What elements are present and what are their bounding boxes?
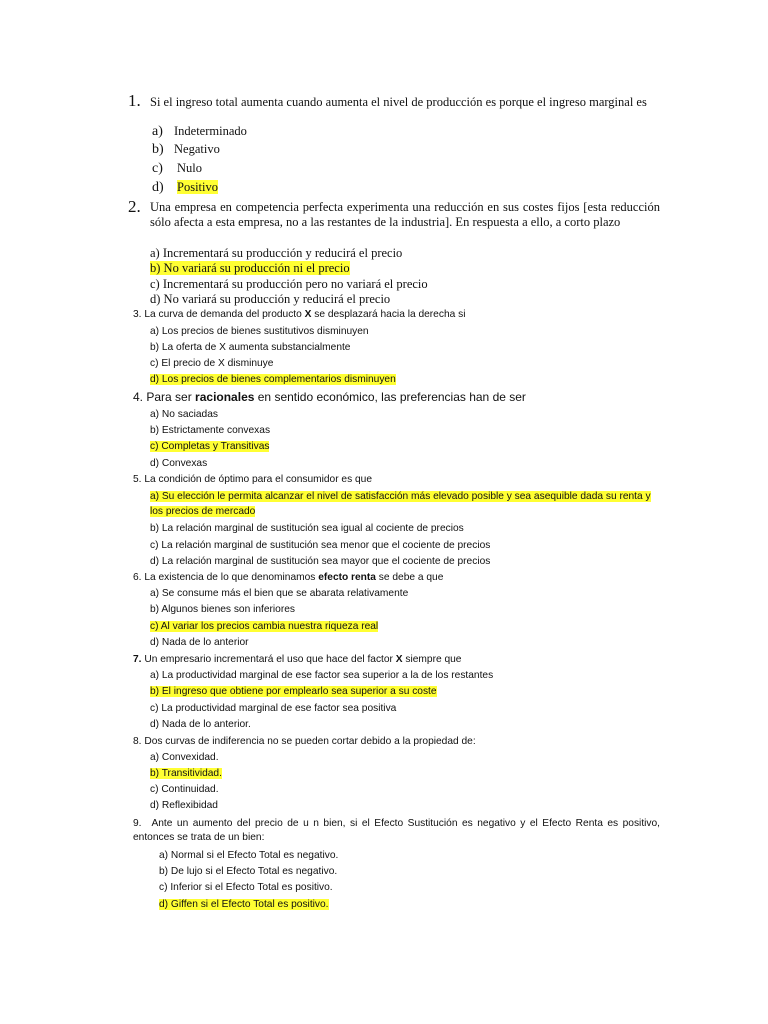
answer-option: b) De lujo si el Efecto Total es negativo. — [159, 866, 338, 877]
answer-option: a) Incrementará su producción y reducirá el precio — [150, 246, 403, 260]
answer-option: c) Continuidad. — [150, 784, 219, 795]
question-stem: 4. Para ser racionales en sentido económico, las preferencias han de ser — [133, 390, 526, 404]
question-stem: Si el ingreso total aumenta cuando aumenta el nivel de producción es porque el ingreso marginal es — [150, 95, 647, 109]
answer-option: d) No variará su producción y reducirá el precio — [150, 292, 391, 306]
answer-option: a) Normal si el Efecto Total es negativo. — [159, 850, 339, 861]
answer-option: d) Nada de lo anterior — [150, 637, 249, 648]
answer-option-correct: d) Giffen si el Efecto Total es positivo. — [159, 899, 329, 910]
question-stem: Una empresa en competencia perfecta experimenta una reducción en sus costes fijos [esta reducción sólo afecta a esta empresa, no a las restantes de la industria]. En respuesta a ello, a corto plazo — [150, 200, 660, 229]
question-stem: 5. La condición de óptimo para el consumidor es que — [133, 474, 373, 485]
question-stem: 8. Dos curvas de indiferencia no se pueden cortar debido a la propiedad de: — [133, 736, 476, 747]
answer-option: d) La relación marginal de sustitución sea mayor que el cociente de precios — [150, 556, 491, 567]
answer-option-correct: b) No variará su producción ni el precio — [150, 261, 350, 275]
answer-option: c) La relación marginal de sustitución sea menor que el cociente de precios — [150, 540, 491, 551]
answer-option: a) Convexidad. — [150, 752, 219, 763]
answer-option-correct: d) Los precios de bienes complementarios disminuyen — [150, 374, 396, 385]
answer-option: c) Inferior si el Efecto Total es positivo. — [159, 882, 333, 893]
answer-option-correct: a) Su elección le permita alcanzar el nivel de satisfacción más elevado posible y sea asequible dada su renta y — [150, 491, 651, 502]
question-stem: 9. Ante un aumento del precio de u n bien, si el Efecto Sustitución es negativo y el Efecto Renta es positivo, entonces se trata de un bien: — [133, 818, 660, 843]
answer-option: b) Estrictamente convexas — [150, 425, 271, 436]
answer-option-correct: c) Al variar los precios cambia nuestra riqueza real — [150, 621, 379, 632]
answer-option: b) Algunos bienes son inferiores — [150, 604, 295, 615]
answer-option-correct: d) Positivo — [152, 180, 218, 195]
answer-option: b) La oferta de X aumenta substancialmente — [150, 342, 351, 353]
answer-option: c) Incrementará su producción pero no variará el precio — [150, 277, 428, 291]
answer-option: d) Reflexibidad — [150, 800, 218, 811]
answer-option: c) Nulo — [152, 161, 202, 176]
question-stem: 3. La curva de demanda del producto X se desplazará hacia la derecha si — [133, 309, 466, 320]
answer-option: b) La relación marginal de sustitución sea igual al cociente de precios — [150, 523, 464, 534]
answer-option-correct: b) El ingreso que obtiene por emplearlo sea superior a su coste — [150, 686, 437, 697]
answer-option: c) La productividad marginal de ese factor sea positiva — [150, 703, 397, 714]
answer-option-correct: b) Transitividad. — [150, 768, 222, 779]
answer-option: a) Se consume más el bien que se abarata relativamente — [150, 588, 409, 599]
answer-option: d) Nada de lo anterior. — [150, 719, 251, 730]
question-number: 2. — [128, 197, 141, 216]
question-stem: 7. Un empresario incrementará el uso que hace del factor X siempre que — [133, 654, 462, 665]
answer-option-correct: c) Completas y Transitivas — [150, 441, 270, 452]
answer-option: c) El precio de X disminuye — [150, 358, 274, 369]
answer-option: d) Convexas — [150, 458, 208, 469]
answer-option-correct-continued: los precios de mercado — [150, 506, 256, 517]
question-stem: 6. La existencia de lo que denominamos efecto renta se debe a que — [133, 572, 444, 583]
answer-option: a) Indeterminado — [152, 124, 247, 139]
question-number: 1. — [128, 91, 141, 110]
answer-option: a) No saciadas — [150, 409, 218, 420]
answer-option: b) Negativo — [152, 142, 220, 157]
answer-option: a) La productividad marginal de ese factor sea superior a la de los restantes — [150, 670, 494, 681]
answer-option: a) Los precios de bienes sustitutivos disminuyen — [150, 326, 369, 337]
